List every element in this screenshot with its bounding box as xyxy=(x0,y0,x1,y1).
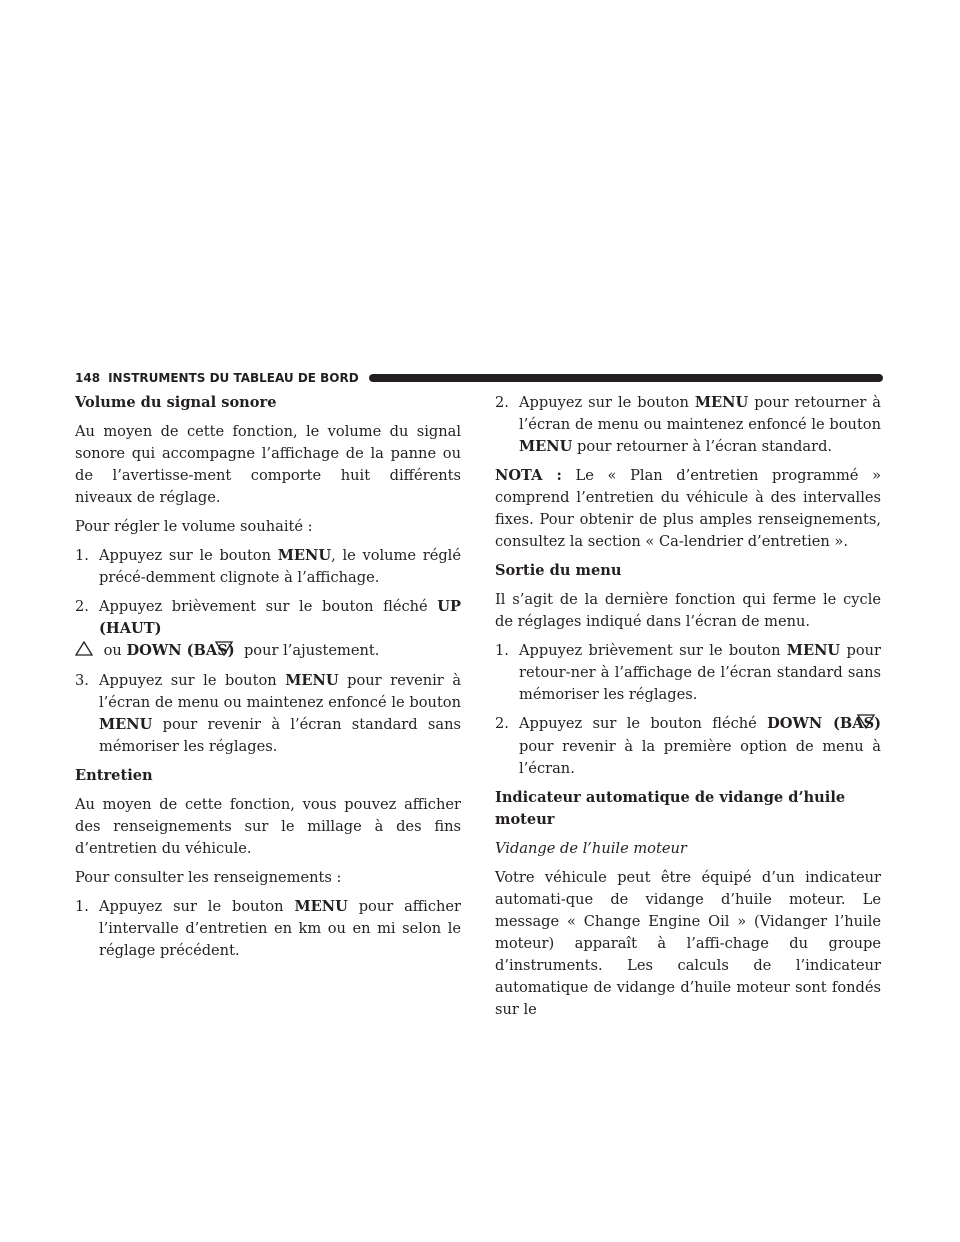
step-text: Appuyez sur le bouton xyxy=(99,898,284,915)
step-volume-3 xyxy=(75,670,461,758)
step-number: 2. xyxy=(495,715,509,732)
step-text: Appuyez brièvement sur le bouton xyxy=(519,642,781,659)
step-text: , le volume réglé précé-demment clignote à l’affichage. xyxy=(99,547,461,586)
step-number: 2. xyxy=(495,394,509,411)
step-text: pour l’ajustement. xyxy=(243,642,380,659)
menu-button-label: MENU xyxy=(277,547,332,564)
step-number: 2. xyxy=(75,598,89,615)
down-button-label: DOWN (BAS) xyxy=(126,642,235,659)
menu-button-label: MENU xyxy=(294,898,348,915)
menu-button-label: MENU xyxy=(786,642,841,659)
step-text: pour revenir à l’écran standard sans mémoriser les réglages. xyxy=(99,716,461,755)
step-text: Appuyez sur le bouton xyxy=(99,547,272,564)
step-volume-1 xyxy=(75,545,461,589)
step-volume-2 xyxy=(75,596,461,663)
step-text: pour afficher l’intervalle d’entretien en km ou en mi selon le réglage précédent. xyxy=(99,898,462,959)
paragraph-sortie: Il s’agit de la dernière fonction qui ferme le cycle de réglages indiqué dans l’écran de menu. xyxy=(495,591,881,630)
step-text: pour retourner à l’écran standard. xyxy=(577,438,833,455)
step-number: 1. xyxy=(75,547,89,564)
up-button-label: UP (HAUT) xyxy=(99,598,461,637)
heading-indicateur: Indicateur automatique de vidange d’huile moteur xyxy=(495,789,846,828)
step-text: ou xyxy=(103,642,122,659)
heading-volume: Volume du signal sonore xyxy=(75,394,277,411)
step-text: pour revenir à la première option de menu à l’écran. xyxy=(519,738,881,777)
section-title: INSTRUMENTS DU TABLEAU DE BORD xyxy=(108,371,359,385)
step-number: 1. xyxy=(75,898,89,915)
step-text: Appuyez sur le bouton xyxy=(519,394,689,411)
paragraph-vidange: Votre véhicule peut être équipé d’un indicateur automati-que de vidange d’huile moteur. Le message « Change Engine Oil » (Vidanger l’huile moteur) apparaît à l’affi-chage du groupe d’instruments. Les calculs de l’indicateur automatique de vidange d’huile moteur sont fondés sur le xyxy=(495,869,881,1018)
page-number: 148 xyxy=(75,371,101,385)
menu-button-label: MENU xyxy=(519,438,573,455)
header-rule xyxy=(369,374,883,382)
left-column xyxy=(75,392,461,969)
step-text: pour retour-ner à l’affichage de l’écran standard sans mémoriser les réglages. xyxy=(519,642,881,703)
paragraph-entretien: Au moyen de cette fonction, vous pouvez afficher des renseignements sur le millage à des fins d’entretien du véhicule. xyxy=(75,796,461,857)
step-text: Appuyez brièvement sur le bouton fléché xyxy=(99,598,428,615)
nota-text: Le « Plan d’entretien programmé » comprend l’entretien du véhicule à des intervalles fixes. Pour obtenir de plus amples renseignements, consultez la section « Ca-lendrier d’entretien ». xyxy=(495,467,881,550)
step-text: Appuyez sur le bouton fléché xyxy=(519,715,757,732)
menu-button-label: MENU xyxy=(285,672,339,689)
heading-sortie: Sortie du menu xyxy=(495,562,622,579)
step-text: pour revenir à l’écran de menu ou maintenez enfoncé le bouton xyxy=(99,672,462,711)
step-number: 3. xyxy=(75,672,89,689)
step-text: Appuyez sur le bouton xyxy=(99,672,277,689)
step-text: pour retourner à l’écran de menu ou maintenez enfoncé le bouton xyxy=(519,394,882,433)
subheading-vidange: Vidange de l’huile moteur xyxy=(495,840,687,857)
step-sortie-1 xyxy=(495,640,881,706)
step-sortie-2 xyxy=(495,713,881,780)
step-entretien-2 xyxy=(495,392,881,458)
step-entretien-1 xyxy=(75,896,461,962)
paragraph-pour-regler: Pour régler le volume souhaité : xyxy=(75,518,313,535)
menu-button-label: MENU xyxy=(694,394,749,411)
right-column xyxy=(495,392,881,1028)
down-button-label: DOWN (BAS) xyxy=(767,715,882,732)
nota-paragraph xyxy=(495,465,881,553)
page-header xyxy=(75,371,883,385)
paragraph-volume: Au moyen de cette fonction, le volume du signal sonore qui accompagne l’affichage de la panne ou de l’avertisse-ment comporte huit différents niveaux de réglage. xyxy=(75,423,461,506)
menu-button-label: MENU xyxy=(99,716,153,733)
nota-label: NOTA : xyxy=(495,467,562,484)
heading-entretien: Entretien xyxy=(75,767,153,784)
step-number: 1. xyxy=(495,642,509,659)
paragraph-consulter: Pour consulter les renseignements : xyxy=(75,869,342,886)
